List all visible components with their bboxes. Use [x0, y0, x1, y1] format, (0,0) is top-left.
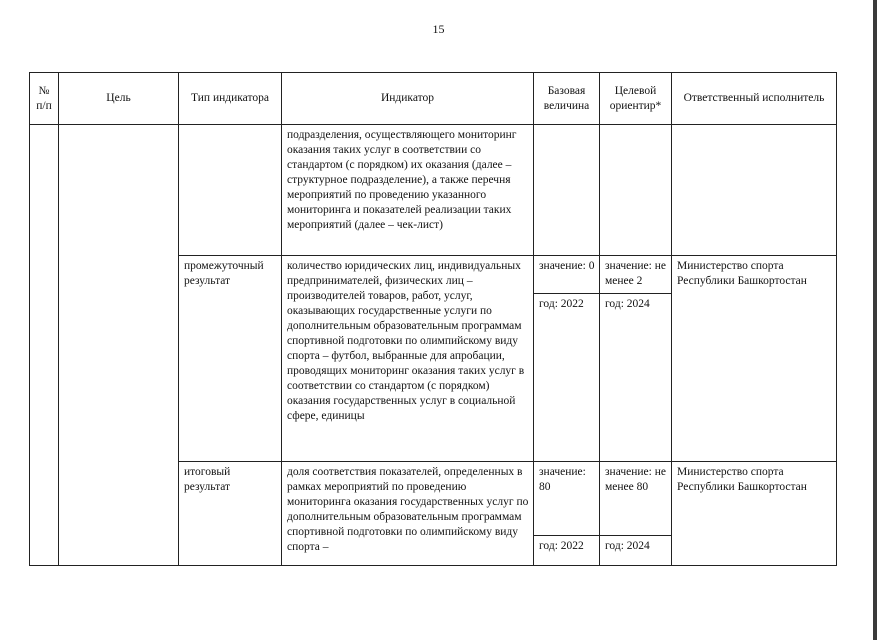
target-year: год: 2024 [605, 298, 650, 310]
table-row [30, 125, 837, 256]
cell-goal [59, 125, 179, 566]
base-year: год: 2022 [539, 540, 584, 552]
indicators-table [29, 72, 837, 566]
cell-type: итоговый результат [179, 462, 282, 566]
cell-num [30, 125, 59, 566]
base-value: значение: 0 [534, 256, 599, 294]
header-target: Целевой ориентир* [600, 73, 672, 125]
page-number: 15 [432, 22, 445, 36]
base-year: год: 2022 [539, 298, 584, 310]
header-goal: Цель [59, 73, 179, 125]
cell-base [534, 462, 600, 566]
cell-target [600, 125, 672, 256]
base-value: значение: 80 [534, 462, 599, 536]
target-year: год: 2024 [605, 540, 650, 552]
header-indicator: Индикатор [282, 73, 534, 125]
cell-type [179, 125, 282, 256]
cell-responsible: Министерство спорта Республики Башкортостан [672, 256, 837, 462]
scan-edge [873, 0, 877, 640]
header-num: № п/п [30, 73, 59, 125]
cell-base [534, 125, 600, 256]
cell-type: промежуточный результат [179, 256, 282, 462]
cell-target [600, 462, 672, 566]
cell-target [600, 256, 672, 462]
cell-indicator: количество юридических лиц, индивидуальных предпринимателей, физических лиц – производителей товаров, работ, услуг, оказывающих государственные услуги по дополнительным образовательным программам спортивной подготовки по олимпийскому виду спорта – футбол, выбранные для апробации, проводящих мониторинг оказания таких услуг в соответствии со стандартом (с порядком) оказания государственных услуг в социальной сфере, единицы [282, 256, 534, 462]
target-value: значение: не менее 2 [600, 256, 671, 294]
header-base: Базовая величина [534, 73, 600, 125]
cell-indicator: подразделения, осуществляющего мониторинг оказания таких услуг в соответствии со стандартом (с порядком) их оказания (далее – структурное подразделение), а также перечня мероприятий по проведению указанного мониторинга и показателей реализации таких мероприятий (далее – чек-лист) [282, 125, 534, 256]
table-header-row [30, 73, 837, 125]
target-value: значение: не менее 80 [600, 462, 671, 536]
cell-responsible [672, 125, 837, 256]
cell-indicator: доля соответствия показателей, определенных в рамках мероприятий по проведению мониторинга оказания государственных услуг по дополнительным образовательным программам спортивной подготовки по олимпийскому виду спорта – [282, 462, 534, 566]
cell-base [534, 256, 600, 462]
cell-responsible: Министерство спорта Республики Башкортостан [672, 462, 837, 566]
header-responsible: Ответственный исполнитель [672, 73, 837, 125]
header-type: Тип индикатора [179, 73, 282, 125]
